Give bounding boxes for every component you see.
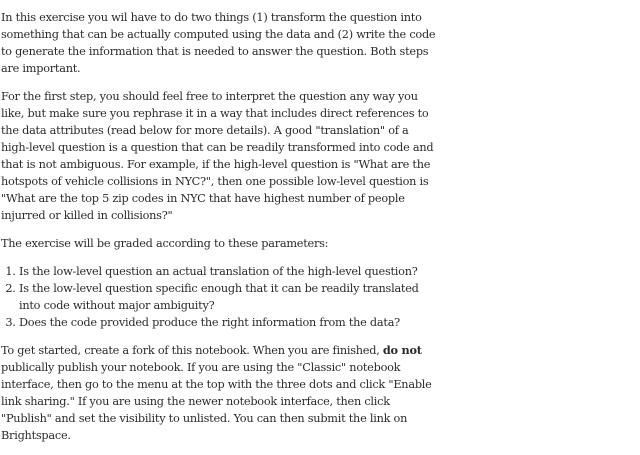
- notebook-text-cell: [1, 9, 436, 455]
- list-item: 3. Does the code provided produce the right information from the data?: [19, 314, 436, 331]
- grading-criteria-list: [1, 263, 436, 331]
- intro-paragraph: In this exercise you wil have to do two things (1) transform the question into something that can be actually computed using the data and (2) write the code to generate the information that is needed to answer the question. Both steps are important.: [1, 11, 436, 75]
- first-step-paragraph: For the first step, you should feel free to interpret the question any way you like, but make sure you rephrase it in a way that includes direct references to the data attributes (read below for more details). A good "translation" of a high-level question is a question that can be readily transformed into code and that is not ambiguous. For example, if the high-level question is "What are the hotspots of vehicle collisions in NYC?", then one possible low-level question is "What are the top 5 zip codes in NYC that have highest number of people injurred or killed in collisions?": [1, 90, 434, 222]
- list-item: 2. Is the low-level question specific enough that it can be readily translated into code without major ambiguity?: [19, 280, 436, 314]
- getting-started-text: To get started, create a fork of this notebook. When you are finished,: [1, 344, 383, 357]
- list-item: 1. Is the low-level question an actual translation of the high-level question?: [19, 263, 436, 280]
- grading-intro-paragraph: The exercise will be graded according to these parameters:: [1, 237, 329, 250]
- do-not-emphasis: do not: [382, 343, 422, 357]
- publish-instructions-text: publically publish your notebook. If you are using the "Classic" notebook interface, then go to the menu at the top with the three dots and click "Enable link sharing." If you are using the newer notebook interface, then click "Publish" and set the visibility to unlisted. You can then submit the link on Brightspace.: [1, 361, 432, 442]
- getting-started-paragraph: [1, 342, 436, 444]
